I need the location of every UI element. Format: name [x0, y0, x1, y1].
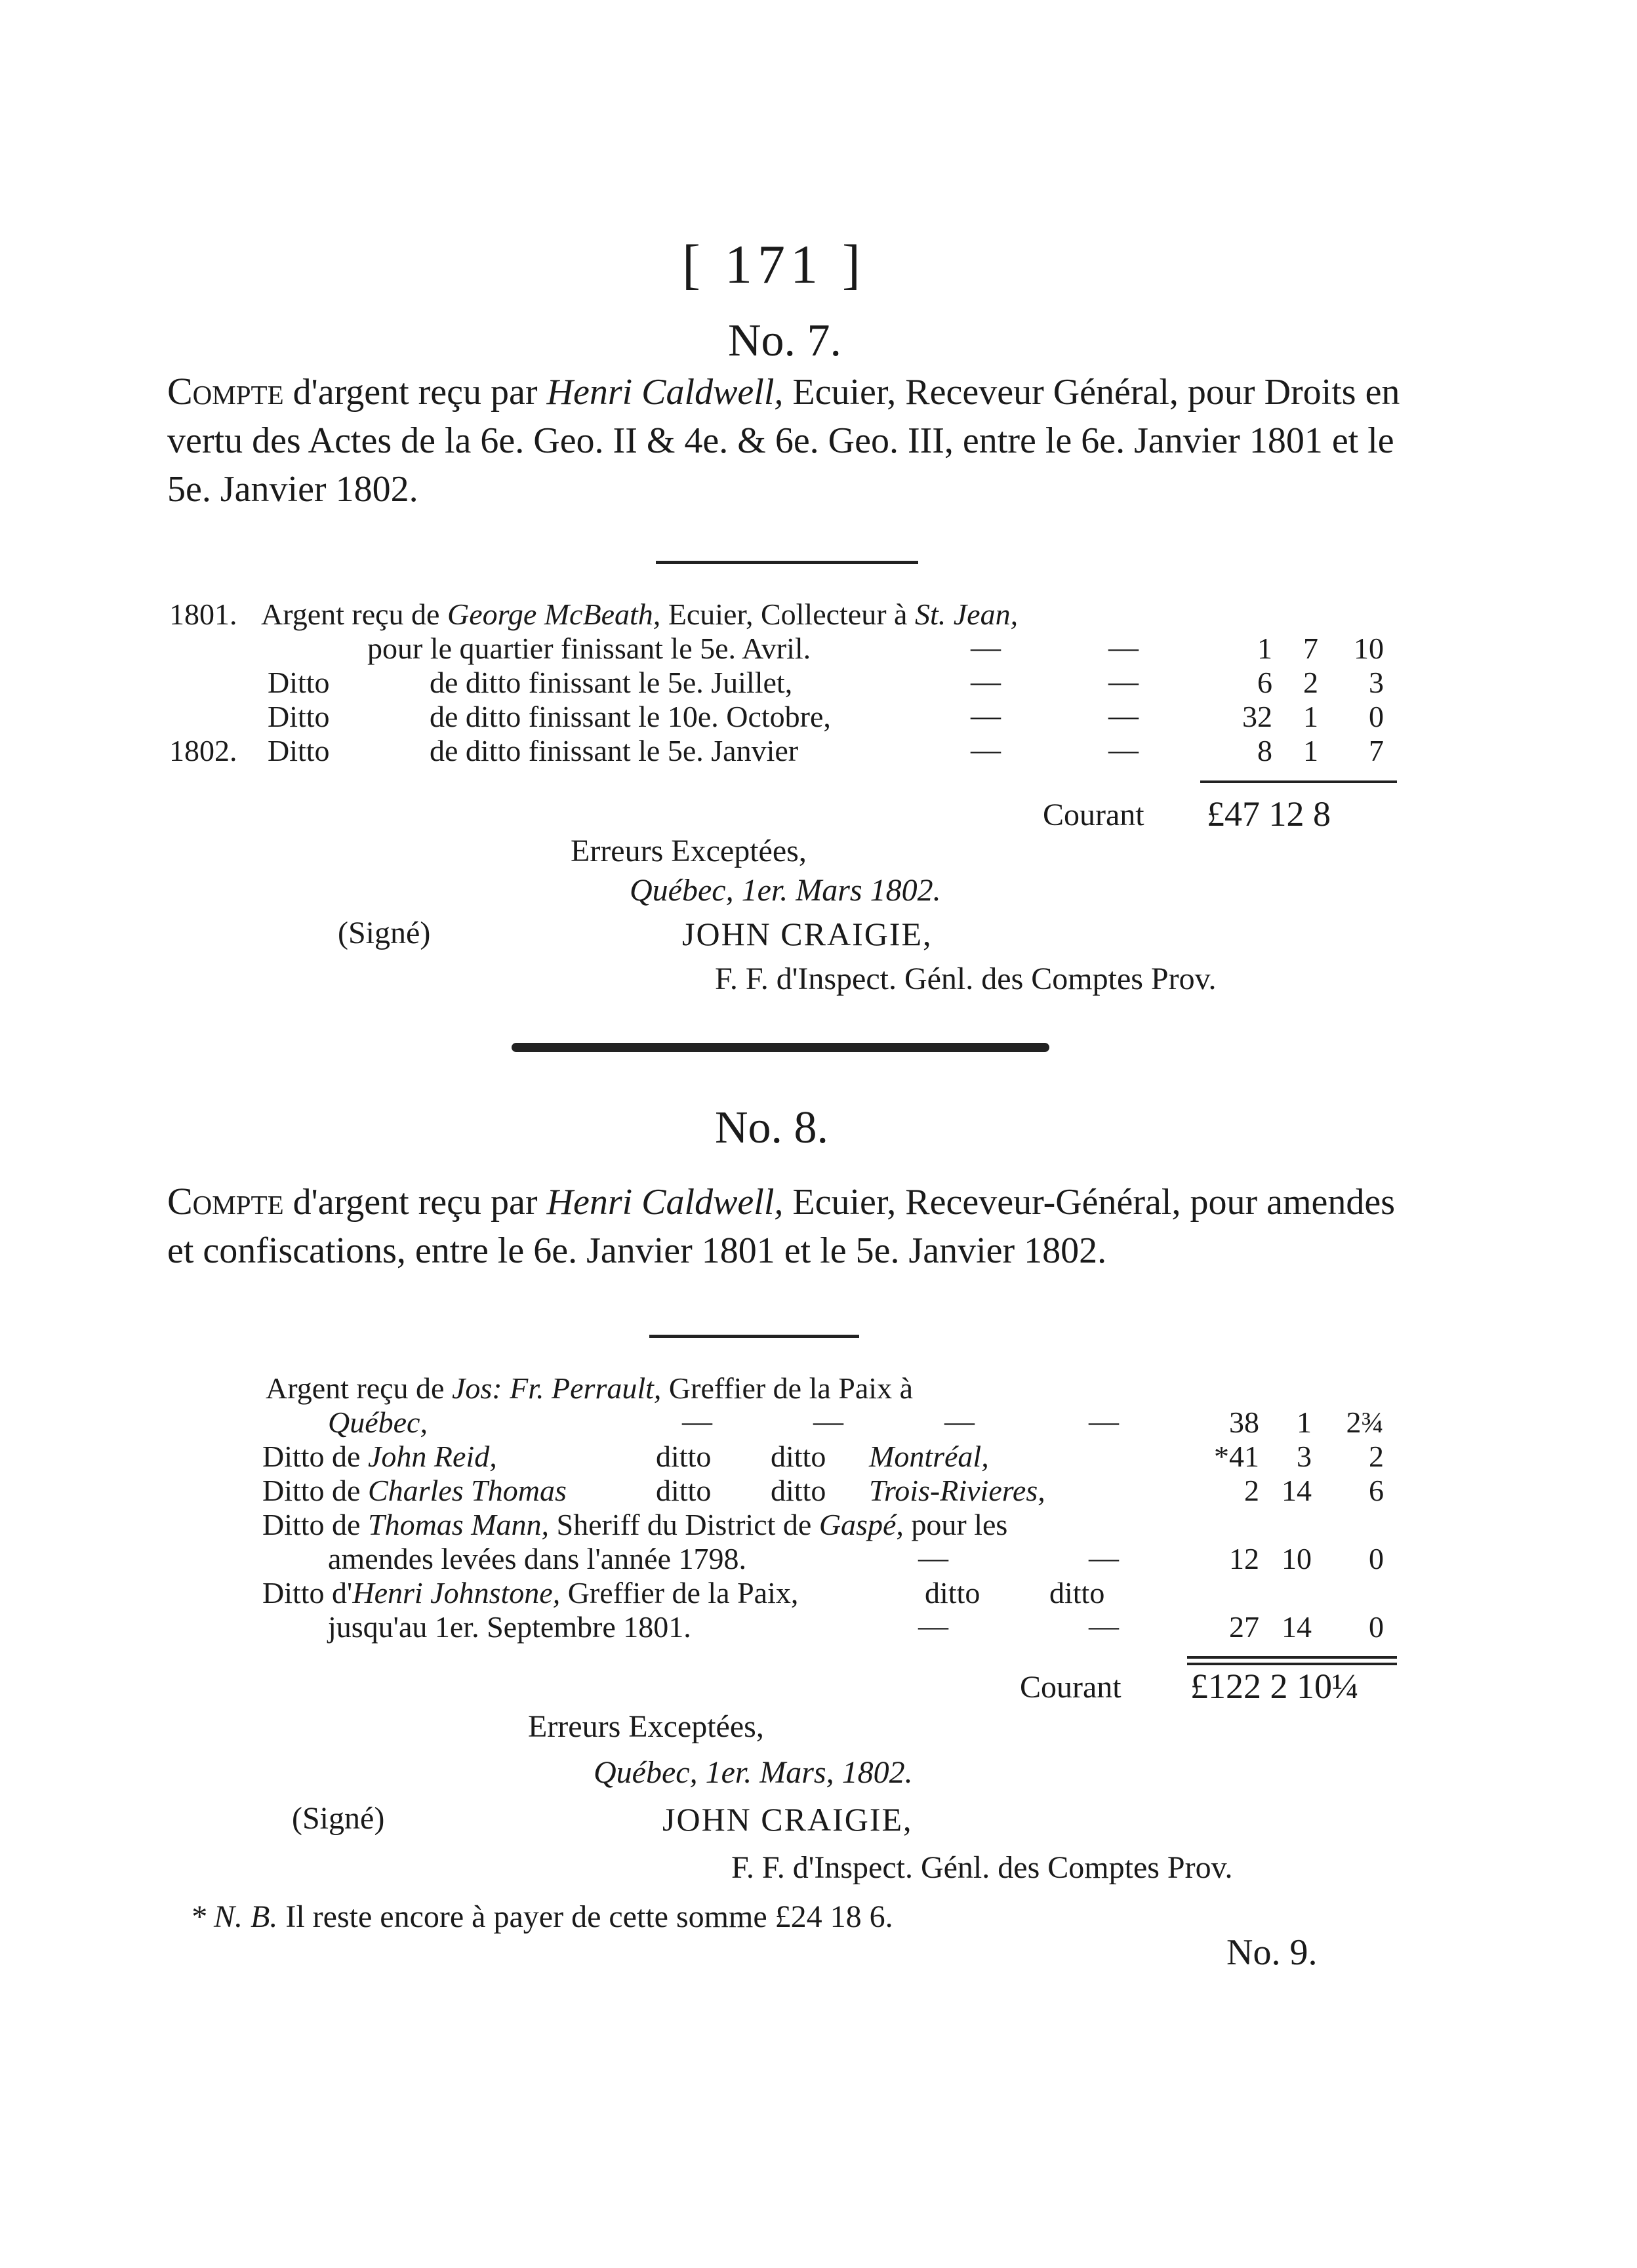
ledger-row: Ditto de Charles Thomas	[262, 1474, 567, 1507]
amount-pounds: 38	[1229, 1406, 1259, 1439]
intro-lead: Compte	[167, 1180, 284, 1223]
section-intro	[167, 1177, 1400, 1275]
amount-pounds: *41	[1214, 1440, 1259, 1473]
section-number: No. 7.	[728, 315, 842, 366]
section-divider	[512, 1043, 1049, 1052]
leader-dash: —	[1108, 733, 1139, 766]
ledger-row: de ditto finissant le 5e. Janvier	[430, 734, 799, 767]
place-date: Québec, 1er. Mars 1802.	[630, 873, 941, 908]
total-label: Courant	[1043, 798, 1144, 832]
amount-pounds: 1	[1257, 632, 1272, 665]
ledger-row: pour le quartier finissant le 5e. Avril.	[367, 632, 811, 665]
ledger-row: Argent reçu de Jos: Fr. Perrault, Greffier de la Paix à	[266, 1371, 913, 1405]
amount-pence: 3	[1369, 666, 1384, 699]
ledger-row-ditto: ditto	[771, 1474, 826, 1507]
amount-pounds: 6	[1257, 666, 1272, 699]
ledger-row-ditto: ditto	[771, 1440, 826, 1473]
section-intro	[167, 367, 1400, 514]
amount-pence: 0	[1369, 1610, 1384, 1644]
section-number: No. 8.	[715, 1103, 829, 1153]
signed-label: (Signé)	[292, 1801, 385, 1836]
amount-shillings: 7	[1303, 632, 1318, 665]
amount-pounds: 12	[1229, 1542, 1259, 1575]
ledger-row-ditto: ditto	[1049, 1576, 1105, 1610]
total-amount: £47 12 8	[1207, 794, 1331, 834]
amount-shillings: 2	[1303, 666, 1318, 699]
amount-pence: 10	[1354, 632, 1384, 665]
intro-name: Henri Caldwell,	[546, 372, 784, 413]
sum-rule	[1187, 1663, 1397, 1665]
ledger-row: de ditto finissant le 5e. Juillet,	[430, 666, 793, 699]
amount-pounds: 32	[1242, 700, 1272, 733]
intro-text: d'argent reçu par	[283, 372, 547, 413]
intro-name: Henri Caldwell,	[546, 1182, 784, 1223]
leader-dash: —	[971, 733, 1001, 766]
leader-dash: —	[971, 699, 1001, 732]
intro-tail: Ecuier, Receveur-Général, pour amendes et confiscations, entre le 6e. Janvier 1801 et le 5e. Janvier 1802.	[167, 1182, 1396, 1271]
section-rule	[649, 1335, 859, 1338]
leader-dash: —	[682, 1404, 712, 1438]
signer-office: F. F. d'Inspect. Génl. des Comptes Prov.	[731, 1850, 1233, 1885]
amount-shillings: 10	[1282, 1542, 1312, 1575]
ledger-row-place: Montréal,	[869, 1440, 989, 1473]
ledger-row-label: Ditto	[268, 700, 330, 733]
footnote-mark: * N. B.	[190, 1899, 278, 1934]
sum-rule	[1187, 1656, 1397, 1659]
ledger-row-ditto: ditto	[656, 1474, 712, 1507]
errors-excepted: Erreurs Exceptées,	[528, 1709, 764, 1744]
leader-dash: —	[1089, 1541, 1119, 1574]
amount-pence: 2	[1369, 1440, 1384, 1473]
amount-pence: 2¾	[1346, 1406, 1384, 1439]
ledger-row-ditto: ditto	[656, 1440, 712, 1473]
amount-pence: 6	[1369, 1474, 1384, 1507]
amount-pounds: 8	[1257, 734, 1272, 767]
footnote-text: Il reste encore à payer de cette somme £24 18 6.	[277, 1899, 893, 1934]
leader-dash: —	[944, 1404, 975, 1438]
ledger-row: Ditto de Thomas Mann, Sheriff du District de Gaspé, pour les	[262, 1508, 1008, 1541]
signer-name: JOHN CRAIGIE,	[682, 916, 933, 952]
intro-lead: Compte	[167, 370, 284, 413]
amount-pounds: 2	[1244, 1474, 1259, 1507]
ledger-row: de ditto finissant le 10e. Octobre,	[430, 700, 831, 733]
amount-shillings: 1	[1297, 1406, 1312, 1439]
ledger-row: jusqu'au 1er. Septembre 1801.	[328, 1610, 691, 1644]
page-number: [ 171 ]	[682, 234, 866, 295]
ledger-row: Ditto de John Reid,	[262, 1440, 497, 1473]
leader-dash: —	[971, 664, 1001, 698]
catchword: No. 9.	[1226, 1932, 1318, 1973]
signer-office: F. F. d'Inspect. Génl. des Comptes Prov.	[715, 962, 1217, 996]
leader-dash: —	[918, 1541, 948, 1574]
ledger-row: Ditto d'Henri Johnstone, Greffier de la Paix,	[262, 1576, 799, 1610]
amount-shillings: 14	[1282, 1610, 1312, 1644]
leader-dash: —	[971, 630, 1001, 664]
ledger-row-place: Trois-Rivieres,	[869, 1474, 1045, 1507]
signed-label: (Signé)	[338, 916, 431, 950]
amount-shillings: 14	[1282, 1474, 1312, 1507]
intro-tail: Ecuier, Receveur Général, pour Droits en vertu des Actes de la 6e. Geo. II & 4e. & 6e. Geo. III, entre le 6e. Janvier 1801 et le 5e. Janvier 1802.	[167, 372, 1400, 510]
amount-pence: 7	[1369, 734, 1384, 767]
leader-dash: —	[1108, 664, 1139, 698]
place-date: Québec, 1er. Mars, 1802.	[594, 1755, 913, 1790]
leader-dash: —	[918, 1609, 948, 1642]
amount-pence: 0	[1369, 700, 1384, 733]
section-rule	[656, 561, 918, 564]
amount-shillings: 3	[1297, 1440, 1312, 1473]
total-label: Courant	[1020, 1670, 1122, 1705]
sum-rule	[1200, 780, 1397, 783]
leader-dash: —	[1089, 1609, 1119, 1642]
leader-dash: —	[813, 1404, 843, 1438]
amount-shillings: 1	[1303, 734, 1318, 767]
footnote	[190, 1899, 893, 1935]
amount-shillings: 1	[1303, 700, 1318, 733]
leader-dash: —	[1108, 699, 1139, 732]
ledger-row-label: Ditto	[268, 734, 330, 767]
ledger-row-label: Ditto	[268, 666, 330, 699]
ledger-row: amendes levées dans l'année 1798.	[328, 1542, 747, 1575]
intro-text: d'argent reçu par	[283, 1182, 547, 1223]
leader-dash: —	[1089, 1404, 1119, 1438]
signer-name: JOHN CRAIGIE,	[662, 1801, 913, 1838]
ledger-row: Québec,	[328, 1406, 428, 1439]
ledger-row-year: 1802.	[169, 734, 237, 767]
errors-excepted: Erreurs Exceptées,	[571, 834, 807, 868]
amount-pence: 0	[1369, 1542, 1384, 1575]
ledger-row: 1801. Argent reçu de George McBeath, Ecuier, Collecteur à St. Jean,	[169, 597, 1019, 631]
amount-pounds: 27	[1229, 1610, 1259, 1644]
leader-dash: —	[1108, 630, 1139, 664]
ledger-row-ditto: ditto	[925, 1576, 980, 1610]
total-amount: £122 2 10¼	[1190, 1667, 1359, 1706]
